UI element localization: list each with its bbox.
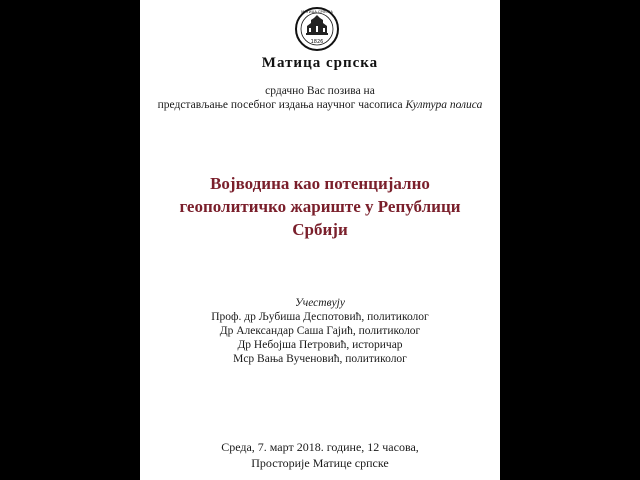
- invitation-line-2-text: представљање посебног издања научног часописа: [157, 99, 406, 111]
- event-location: Просторије Матице српске: [251, 456, 389, 470]
- participant-item: Проф. др Љубиша Деспотовић, политиколог: [211, 311, 429, 323]
- logo-ring-text: МАТИЦА СРПСКА: [301, 10, 333, 14]
- event-title-line-2: геополитичко жариште у Републици: [179, 197, 461, 216]
- organization-name: Матица српска: [261, 55, 379, 71]
- participant-item: Др Александар Саша Гајић, политиколог: [219, 325, 421, 337]
- event-datetime: Среда, 7. март 2018. године, 12 часова,: [221, 440, 419, 454]
- invitation-line-1: срдачно Вас позива на: [265, 85, 375, 97]
- participant-item: Др Небојша Петровић, историчар: [237, 339, 403, 351]
- event-title-line-1: Војводина као потенцијално: [210, 174, 430, 193]
- journal-name: Култура полиса: [405, 99, 483, 111]
- logo-year: 1826: [310, 39, 324, 45]
- participant-item: Мср Вања Вученовић, политиколог: [233, 353, 407, 365]
- invitation-line-2: [140, 98, 500, 112]
- participants-heading: Учествују: [295, 297, 345, 309]
- event-title: [140, 172, 500, 241]
- event-title-line-3: Србији: [292, 220, 348, 239]
- matica-srpska-logo-icon: [291, 6, 343, 52]
- invitation-page: [140, 0, 500, 480]
